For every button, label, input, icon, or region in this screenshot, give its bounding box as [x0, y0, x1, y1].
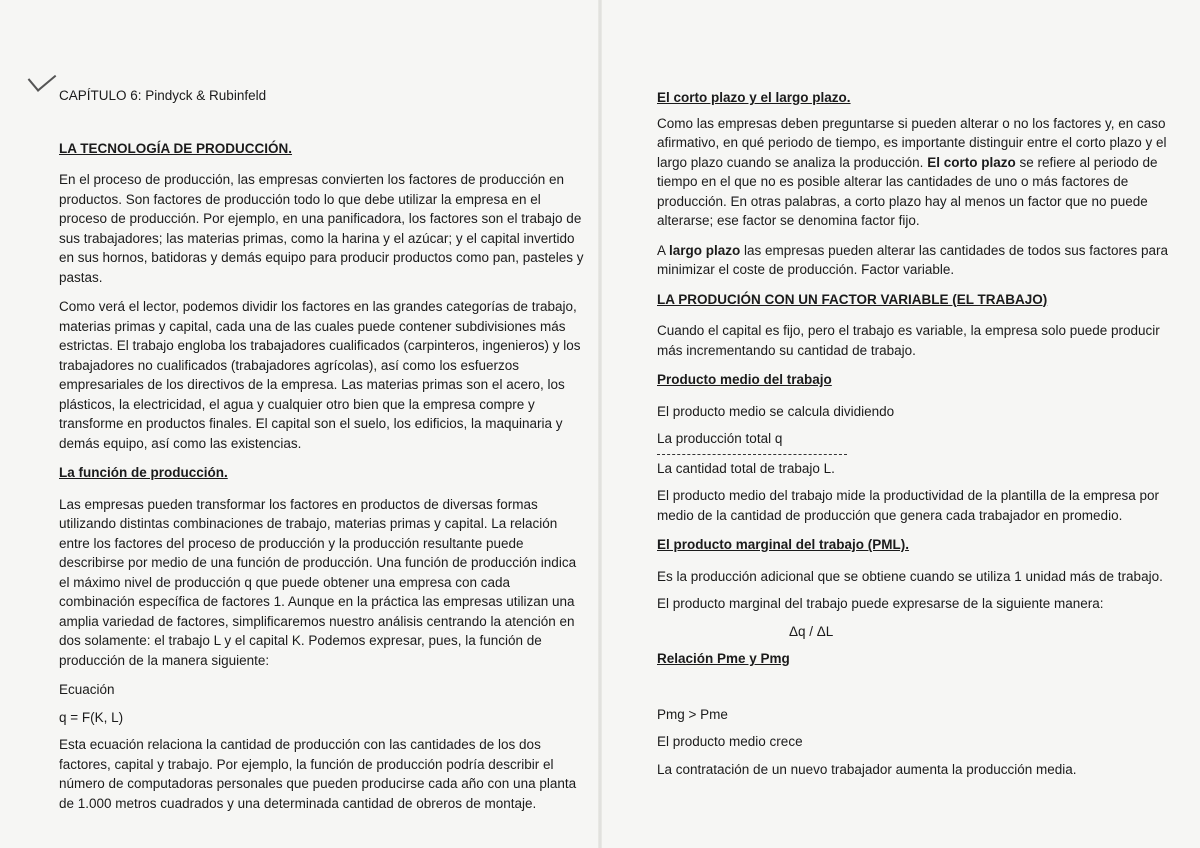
producto-medio-intro: El producto medio se calcula dividiendo [657, 403, 895, 419]
paragraph-plazo-2-a: A [657, 242, 670, 258]
page-gutter [598, 0, 602, 848]
chapter-header: CAPÍTULO 6: Pindyck & Rubinfeld [59, 88, 267, 103]
paragraph-plazo-1-a: Como las empresas deben preguntarse si pueden alterar o no los factores y, en caso afirmativo, en qué periodo de tiempo, es importante distinguir entre el corto plazo y el largo plazo cuando se analiza la producción. [657, 115, 1167, 170]
section-title-relacion: Relación Pme y Pmg [657, 651, 790, 666]
production-equation: q = F(K, L) [59, 709, 124, 725]
section-title-producto-marginal: El producto marginal del trabajo (PML). [657, 537, 910, 552]
section-title-tecnologia: LA TECNOLOGÍA DE PRODUCCIÓN. [59, 140, 293, 156]
right-column [657, 88, 1181, 787]
section-title-funcion: La función de producción. [59, 465, 228, 480]
paragraph-plazo-1-b: se refiere al periodo de tiempo en el que no es posible alterar las cantidades de uno o más factores de producción. En otras palabras, a corto plazo hay al menos un factor que no puede alterarse; ese factor se denomina factor fijo. [657, 154, 1158, 228]
paragraph-plazo-2 [657, 241, 1181, 280]
relacion-line-1: Pmg > Pme [657, 706, 728, 722]
fraction-denominator: La cantidad total de trabajo L. [657, 460, 835, 476]
left-column [59, 86, 586, 823]
term-corto-plazo: El corto plazo [927, 154, 1016, 170]
paragraph-factor-variable: Cuando el capital es fijo, pero el trabajo es variable, la empresa solo puede producir más incrementando su cantidad de trabajo. [657, 323, 1160, 358]
paragraph-funcion-1: Las empresas pueden transformar los factores en productos de diversas formas utilizando distintas combinaciones de trabajo, materias primas y capital. La relación entre los factores del proceso de producción y la producción resultante puede describirse por medio de una función de producción. Una función de producción indica el máximo nivel de producción q que puede obtener una empresa con cada combinación específica de factores 1. Aunque en la práctica las empresas utilizan una amplia variedad de factores, simplificaremos nuestro análisis centrando la atención en dos solamente: el trabajo L y el capital K. Podemos expresar, pues, la función de producción de la manera siguiente: [59, 496, 577, 668]
paragraph-producto-marginal-2: El producto marginal del trabajo puede expresarse de la siguiente manera: [657, 596, 1104, 611]
paragraph-producto-marginal-1: Es la producción adicional que se obtiene cuando se utiliza 1 unidad más de trabajo. [657, 568, 1163, 584]
equation-label: Ecuación [59, 682, 115, 697]
paragraph-producto-medio: El producto medio del trabajo mide la productividad de la plantilla de la empresa por medio de la cantidad de producción que genera cada trabajador en promedio. [657, 488, 1160, 523]
marginal-formula: Δq / ΔL [789, 623, 834, 639]
paragraph-funcion-2: Esta ecuación relaciona la cantidad de producción con las cantidades de los dos factores, capital y trabajo. Por ejemplo, la función de producción podría describir el número de computadoras personales que pueden producirse cada año con una planta de 1.000 metros cuadrados y una determinada cantidad de obreros de montaje. [59, 737, 577, 811]
section-title-plazo: El corto plazo y el largo plazo. [657, 90, 851, 105]
relacion-line-2: El producto medio crece [657, 734, 803, 749]
section-title-producto-medio: Producto medio del trabajo [657, 372, 832, 387]
paragraph-tecnologia-2: Como verá el lector, podemos dividir los factores en las grandes categorías de trabajo, materias primas y capital, cada una de las cuales puede contener subdivisiones más estrictas. El trabajo engloba los trabajadores cualificados (carpinteros, ingenieros) y los trabajadores no cualificados (trabajadores agrícolas), así como los esfuerzos empresariales de los directivos de la empresa. Las materias primas son el acero, los plásticos, la electricidad, el agua y cualquier otro bien que la empresa compre y transforme en productos finales. El capital son el suelo, los edificios, la maquinaria y demás equipo, así como las existencias. [59, 299, 581, 451]
fraction-numerator: La producción total q [657, 429, 847, 455]
term-largo-plazo: largo plazo [669, 242, 741, 258]
paragraph-plazo-1 [657, 114, 1181, 231]
relacion-line-3: La contratación de un nuevo trabajador aumenta la producción media. [657, 761, 1077, 777]
paragraph-plazo-2-b: las empresas pueden alterar las cantidades de todos sus factores para minimizar el coste de producción. Factor variable. [657, 242, 1169, 277]
section-title-factor-variable: LA PRODUCIÓN CON UN FACTOR VARIABLE (EL TRABAJO) [657, 291, 1048, 307]
paragraph-tecnologia-1: En el proceso de producción, las empresas convierten los factores de producción en productos. Son factores de producción todo lo que debe utilizar la empresa en el proceso de producción. Por ejemplo, en una panificadora, los factores son el trabajo de sus trabajadores; las materias primas, como la harina y el azúcar; y el capital invertido en sus hornos, batidoras y demás equipo para producir productos como pan, pasteles y pastas. [59, 172, 584, 285]
